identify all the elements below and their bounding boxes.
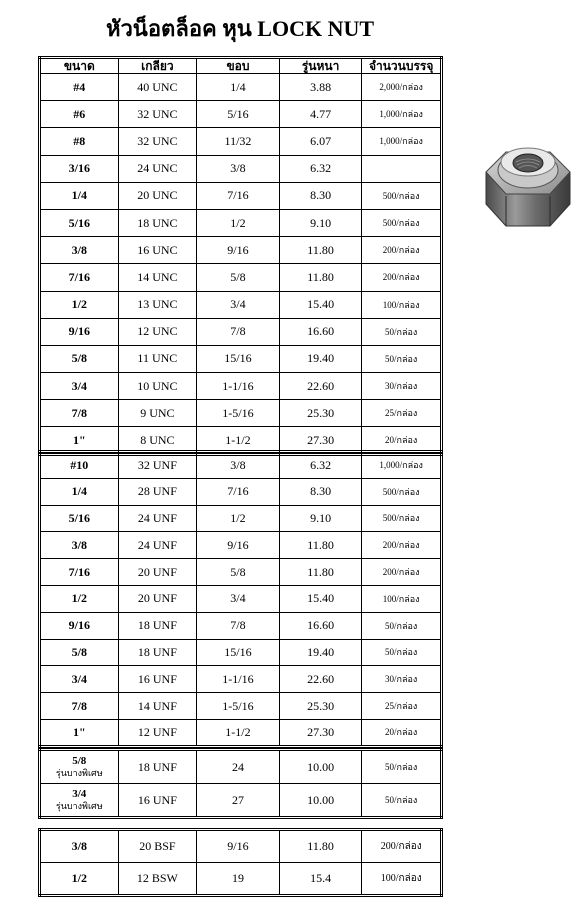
cell-size: 3/8 [40, 532, 119, 559]
table-row [40, 532, 442, 559]
cell-hex: 7/16 [197, 182, 280, 209]
table-row [40, 719, 442, 746]
header-pack: จำนวนบรรจุ [362, 58, 442, 74]
cell-size: #10 [40, 452, 119, 479]
cell-pack: 50/กล่อง [362, 750, 442, 784]
page-title: หัวน็อตล็อค หุน LOCK NUT [105, 16, 375, 41]
cell-pack: 25/กล่อง [362, 400, 442, 427]
cell-thickness: 11.80 [279, 559, 362, 586]
cell-pack [362, 155, 442, 182]
special-thin-table [38, 748, 443, 819]
table-row [40, 264, 442, 291]
special-table-body [40, 750, 442, 818]
cell-size: 1/4 [40, 478, 119, 505]
cell-pack: 200/กล่อง [362, 830, 442, 863]
cell-thread: 13 UNC [118, 291, 197, 318]
table-row [40, 478, 442, 505]
cell-thickness: 11.80 [279, 830, 362, 863]
table-row [40, 345, 442, 372]
cell-size: 3/16 [40, 155, 119, 182]
table-row [40, 237, 442, 264]
cell-hex: 11/32 [197, 128, 280, 155]
table-row [40, 863, 442, 896]
cell-pack: 20/กล่อง [362, 719, 442, 746]
cell-thickness: 27.30 [279, 719, 362, 746]
cell-hex: 3/8 [197, 155, 280, 182]
cell-pack: 30/กล่อง [362, 666, 442, 693]
cell-thread: 9 UNC [118, 400, 197, 427]
cell-hex: 3/4 [197, 585, 280, 612]
cell-pack: 1,000/กล่อง [362, 452, 442, 479]
header-thread: เกลียว [118, 58, 197, 74]
unc-table [38, 56, 443, 456]
header-size: ขนาด [40, 58, 119, 74]
table-row [40, 101, 442, 128]
cell-size: 1/2 [40, 585, 119, 612]
cell-thickness: 9.10 [279, 209, 362, 236]
cell-thread: 10 UNC [118, 373, 197, 400]
cell-hex: 1-5/16 [197, 693, 280, 720]
cell-thickness: 11.80 [279, 264, 362, 291]
cell-thickness: 11.80 [279, 532, 362, 559]
cell-thickness: 16.60 [279, 318, 362, 345]
cell-size: 7/8 [40, 400, 119, 427]
cell-thread: 12 UNC [118, 318, 197, 345]
cell-thread: 18 UNF [118, 750, 197, 784]
cell-thickness: 6.07 [279, 128, 362, 155]
table-row [40, 128, 442, 155]
bs-table-body [40, 830, 442, 896]
cell-thread: 16 UNF [118, 784, 197, 818]
cell-thread: 20 UNC [118, 182, 197, 209]
cell-hex: 1-1/16 [197, 373, 280, 400]
cell-pack: 100/กล่อง [362, 863, 442, 896]
size-value: 5/8 [72, 755, 87, 767]
cell-hex: 7/8 [197, 612, 280, 639]
cell-thickness: 11.80 [279, 237, 362, 264]
cell-size: 7/16 [40, 264, 119, 291]
cell-size: 3/4 [40, 373, 119, 400]
size-note: รุ่นบางพิเศษ [55, 801, 103, 811]
cell-size [40, 750, 119, 784]
unf-table [38, 450, 443, 748]
table-row [40, 74, 442, 101]
table-row [40, 612, 442, 639]
table-row [40, 830, 442, 863]
cell-thickness: 10.00 [279, 750, 362, 784]
cell-pack: 50/กล่อง [362, 318, 442, 345]
cell-size: 5/16 [40, 505, 119, 532]
cell-thickness: 10.00 [279, 784, 362, 818]
table-row [40, 559, 442, 586]
cell-hex: 24 [197, 750, 280, 784]
lock-nut-photo [480, 126, 576, 236]
cell-size: #4 [40, 74, 119, 101]
cell-size [40, 784, 119, 818]
cell-hex: 1/4 [197, 74, 280, 101]
cell-pack: 100/กล่อง [362, 585, 442, 612]
cell-hex: 7/8 [197, 318, 280, 345]
cell-thread: 14 UNF [118, 693, 197, 720]
cell-thread: 32 UNC [118, 101, 197, 128]
cell-hex: 9/16 [197, 830, 280, 863]
cell-size: 1" [40, 719, 119, 746]
cell-thickness: 15.40 [279, 291, 362, 318]
cell-thread: 16 UNF [118, 666, 197, 693]
cell-thickness: 22.60 [279, 666, 362, 693]
table-row [40, 318, 442, 345]
cell-thickness: 6.32 [279, 452, 362, 479]
table-row [40, 666, 442, 693]
cell-pack: 30/กล่อง [362, 373, 442, 400]
header-hex: ขอบ [197, 58, 280, 74]
cell-pack: 25/กล่อง [362, 693, 442, 720]
cell-hex: 1/2 [197, 209, 280, 236]
cell-pack: 200/กล่อง [362, 532, 442, 559]
cell-hex: 3/8 [197, 452, 280, 479]
cell-thickness: 15.40 [279, 585, 362, 612]
cell-thickness: 15.4 [279, 863, 362, 896]
cell-thickness: 22.60 [279, 373, 362, 400]
cell-hex: 1-1/2 [197, 427, 280, 454]
cell-pack: 50/กล่อง [362, 639, 442, 666]
cell-thickness: 4.77 [279, 101, 362, 128]
cell-hex: 1-5/16 [197, 400, 280, 427]
table-row [40, 209, 442, 236]
cell-size: 7/16 [40, 559, 119, 586]
cell-size: 1/4 [40, 182, 119, 209]
table-row [40, 505, 442, 532]
cell-size: 1/2 [40, 863, 119, 896]
cell-hex: 3/4 [197, 291, 280, 318]
cell-pack: 50/กล่อง [362, 345, 442, 372]
cell-thread: 16 UNC [118, 237, 197, 264]
size-value: 3/4 [72, 788, 87, 800]
cell-size: 5/8 [40, 639, 119, 666]
cell-hex: 27 [197, 784, 280, 818]
cell-pack: 200/กล่อง [362, 237, 442, 264]
cell-hex: 5/8 [197, 264, 280, 291]
cell-pack: 500/กล่อง [362, 182, 442, 209]
cell-size: #6 [40, 101, 119, 128]
cell-thread: 12 BSW [118, 863, 197, 896]
cell-thickness: 19.40 [279, 639, 362, 666]
cell-pack: 50/กล่อง [362, 612, 442, 639]
cell-thread: 12 UNF [118, 719, 197, 746]
cell-thread: 40 UNC [118, 74, 197, 101]
cell-size: 3/8 [40, 830, 119, 863]
cell-hex: 1-1/2 [197, 719, 280, 746]
cell-thickness: 8.30 [279, 478, 362, 505]
table-row [40, 291, 442, 318]
cell-thread: 28 UNF [118, 478, 197, 505]
cell-thread: 18 UNC [118, 209, 197, 236]
cell-pack: 1,000/กล่อง [362, 128, 442, 155]
cell-size: #8 [40, 128, 119, 155]
cell-thread: 20 UNF [118, 559, 197, 586]
cell-size: 3/8 [40, 237, 119, 264]
cell-pack: 200/กล่อง [362, 559, 442, 586]
cell-thickness: 3.88 [279, 74, 362, 101]
unc-table-body [40, 74, 442, 455]
cell-thread: 20 UNF [118, 585, 197, 612]
cell-thread: 18 UNF [118, 612, 197, 639]
cell-thread: 18 UNF [118, 639, 197, 666]
cell-thickness: 25.30 [279, 400, 362, 427]
cell-thread: 20 BSF [118, 830, 197, 863]
cell-pack: 200/กล่อง [362, 264, 442, 291]
cell-thickness: 27.30 [279, 427, 362, 454]
cell-hex: 15/16 [197, 639, 280, 666]
header-thickness: รู่นหนา [279, 58, 362, 74]
cell-pack: 500/กล่อง [362, 505, 442, 532]
table-row [40, 373, 442, 400]
cell-thickness: 19.40 [279, 345, 362, 372]
cell-pack: 1,000/กล่อง [362, 101, 442, 128]
cell-hex: 7/16 [197, 478, 280, 505]
table-row [40, 400, 442, 427]
cell-thread: 24 UNC [118, 155, 197, 182]
cell-thickness: 6.32 [279, 155, 362, 182]
cell-thickness: 25.30 [279, 693, 362, 720]
cell-thickness: 9.10 [279, 505, 362, 532]
cell-pack: 500/กล่อง [362, 478, 442, 505]
cell-size: 1" [40, 427, 119, 454]
cell-thread: 11 UNC [118, 345, 197, 372]
cell-pack: 20/กล่อง [362, 427, 442, 454]
cell-size: 9/16 [40, 318, 119, 345]
bs-table [38, 828, 443, 897]
cell-size: 9/16 [40, 612, 119, 639]
cell-thread: 24 UNF [118, 505, 197, 532]
cell-thread: 32 UNC [118, 128, 197, 155]
size-note: รุ่นบางพิเศษ [55, 768, 103, 778]
cell-thickness: 16.60 [279, 612, 362, 639]
cell-thread: 32 UNF [118, 452, 197, 479]
unf-table-body [40, 452, 442, 747]
cell-size: 5/8 [40, 345, 119, 372]
cell-hex: 1-1/16 [197, 666, 280, 693]
table-row [40, 585, 442, 612]
table-row [40, 182, 442, 209]
cell-size: 3/4 [40, 666, 119, 693]
cell-size: 5/16 [40, 209, 119, 236]
table-row [40, 155, 442, 182]
cell-hex: 5/16 [197, 101, 280, 128]
cell-thread: 24 UNF [118, 532, 197, 559]
cell-thread: 8 UNC [118, 427, 197, 454]
cell-hex: 19 [197, 863, 280, 896]
table-row [40, 639, 442, 666]
table-row [40, 750, 442, 784]
cell-size: 7/8 [40, 693, 119, 720]
cell-hex: 9/16 [197, 532, 280, 559]
cell-pack: 50/กล่อง [362, 784, 442, 818]
cell-pack: 500/กล่อง [362, 209, 442, 236]
cell-pack: 100/กล่อง [362, 291, 442, 318]
cell-thickness: 8.30 [279, 182, 362, 209]
table-header-row [40, 58, 442, 74]
table-row [40, 452, 442, 479]
cell-hex: 9/16 [197, 237, 280, 264]
cell-pack: 2,000/กล่อง [362, 74, 442, 101]
cell-size: 1/2 [40, 291, 119, 318]
table-row [40, 784, 442, 818]
cell-thread: 14 UNC [118, 264, 197, 291]
cell-hex: 15/16 [197, 345, 280, 372]
cell-hex: 5/8 [197, 559, 280, 586]
cell-hex: 1/2 [197, 505, 280, 532]
table-row [40, 693, 442, 720]
